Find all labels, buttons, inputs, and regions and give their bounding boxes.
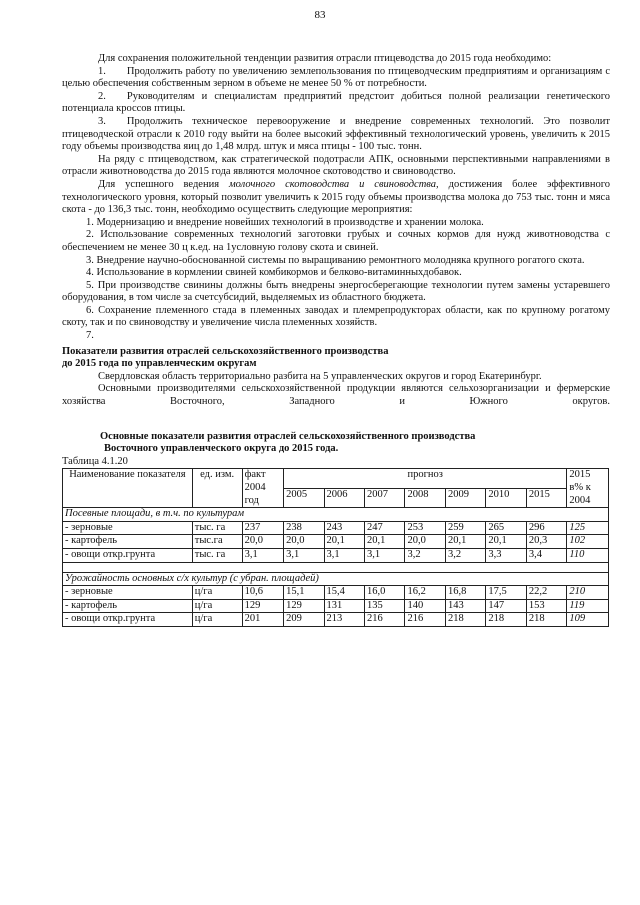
text-span: достижения более эффективного технологического уровня, который позволит увеличить к 2015 году объемы производства молока до 753 тыс. тонн и мяса скота - до 136,3 тыс. тонн, необходимо осуществить следующие мероприятия: — [62, 178, 610, 216]
list-item: 2. Использование современных технологий заготовки грубых и сочных кормов для нужд животноводства с обеспечением не менее 30 ц к.ед. на 1условную голову скота и свиней. — [62, 229, 610, 253]
header-year: 2015 — [526, 488, 566, 507]
value-cell: 131 — [324, 599, 364, 613]
value-cell: 237 — [242, 521, 284, 535]
value-cell: 243 — [324, 521, 364, 535]
header-year: 2005 — [284, 488, 324, 507]
value-cell: 22,2 — [526, 586, 566, 600]
value-cell: 3,2 — [445, 548, 485, 562]
table-row — [63, 535, 609, 549]
paragraph: Для сохранения положительной тенденции развития отрасли птицеводства до 2015 года необходимо: — [98, 53, 552, 64]
value-cell: 216 — [405, 613, 445, 627]
value-cell: 20,0 — [284, 535, 324, 549]
value-cell: 3,2 — [405, 548, 445, 562]
value-cell: 129 — [242, 599, 284, 613]
row-label: - картофель — [63, 599, 193, 613]
table-header-row — [63, 469, 609, 488]
value-cell: 210 — [567, 586, 609, 600]
value-cell: 10,6 — [242, 586, 284, 600]
value-cell: 218 — [445, 613, 485, 627]
value-cell: 16,8 — [445, 586, 485, 600]
value-cell: 296 — [526, 521, 566, 535]
value-cell: 218 — [486, 613, 526, 627]
paragraph: 2. Руководителям и специалистам предприятий предстоит добиться полной реализации генетического потенциала кроссов птицы. — [62, 90, 610, 115]
list-item: 6. Сохранение племенного стада в племенных заводах и племрепродукторах области, как по крупному рогатому скоту, так и по свиноводству и увеличение числа племенных хозяйств. — [62, 304, 610, 329]
table-row — [63, 521, 609, 535]
list-item: 5. При производстве свинины должны быть внедрены энергосберегающие технологии путем замены устаревшего оборудования, в том числе за счетсубсидий, выделяемых из областного бюджета. — [62, 279, 610, 304]
header-year: 2009 — [445, 488, 485, 507]
value-cell: 135 — [365, 599, 405, 613]
table-spacer-row — [63, 562, 609, 572]
value-cell: 259 — [445, 521, 485, 535]
header-year: 2010 — [486, 488, 526, 507]
value-cell: 109 — [567, 613, 609, 627]
unit-cell: ц/га — [192, 586, 242, 600]
value-cell: 110 — [567, 548, 609, 562]
value-cell: 16,2 — [405, 586, 445, 600]
value-cell: 20,1 — [365, 535, 405, 549]
paragraph: 3. Продолжить техническое перевооружение и внедрение современных технологий. Это позволит птицеводческой отрасли к 2010 году выйти на более высокий эффективный технологический уровень, увеличить к 2015 году объемы производства яиц до 1,48 млрд. штук и мяса птицы - 100 тыс. тонн. — [62, 115, 610, 153]
section-heading: до 2015 года по управленческим округам — [62, 358, 257, 370]
unit-cell: тыс. га — [192, 548, 242, 562]
paragraph: Свердловская область территориально разбита на 5 управленческих округов и город Екатеринбург. — [98, 370, 542, 382]
table-section-row — [63, 508, 609, 522]
list-item: 3. Внедрение научно-обоснованной системы по выращиванию ремонтного молодняка крупного рогатого скота. — [86, 254, 585, 266]
list-item: 1. Модернизацию и внедрение новейших технологий в производстве и хранении молока. — [86, 216, 484, 228]
value-cell: 102 — [567, 535, 609, 549]
value-cell: 238 — [284, 521, 324, 535]
paragraph: На ряду с птицеводством, как стратегической подотрасли АПК, основными перспективными направлениями в отрасли животноводства до 2015 года являются молочное скотоводство и свиноводство. — [62, 153, 610, 178]
value-cell: 143 — [445, 599, 485, 613]
unit-cell: тыс. га — [192, 521, 242, 535]
value-cell: 3,1 — [284, 548, 324, 562]
value-cell: 20,0 — [405, 535, 445, 549]
header-year: 2006 — [324, 488, 364, 507]
value-cell: 3,4 — [526, 548, 566, 562]
value-cell: 20,1 — [445, 535, 485, 549]
value-cell: 3,1 — [242, 548, 284, 562]
page-number: 83 — [314, 9, 326, 21]
table-row — [63, 548, 609, 562]
value-cell: 129 — [284, 599, 324, 613]
section-label: Посевные площади, в т.ч. по культурам — [63, 508, 609, 522]
value-cell: 20,0 — [242, 535, 284, 549]
value-cell: 265 — [486, 521, 526, 535]
header-name: Наименование показателя — [63, 469, 193, 508]
data-table — [62, 468, 609, 627]
value-cell: 3,3 — [486, 548, 526, 562]
table-row — [63, 586, 609, 600]
value-cell: 20,3 — [526, 535, 566, 549]
text-span: Для успешного ведения — [98, 178, 229, 190]
paragraph: 1. Продолжить работу по увеличению землепользования по птицеводческим предприятиям и организациям с целью обеспечения собственным зерном в объеме не менее 50 % от потребности. — [62, 65, 610, 90]
value-cell: 17,5 — [486, 586, 526, 600]
row-label: - картофель — [63, 535, 193, 549]
table-caption: Таблица 4.1.20 — [62, 455, 128, 467]
value-cell: 153 — [526, 599, 566, 613]
value-cell: 20,1 — [486, 535, 526, 549]
paragraph: Основными производителями сельскохозяйственной продукции являются сельхозорганизации и фермерские хозяйства Восточного, Западного и Южного округов. — [62, 383, 610, 408]
table-heading: Основные показатели развития отраслей сельскохозяйственного производства — [100, 430, 476, 442]
header-ratio: 2015 в% к 2004 — [567, 469, 609, 508]
value-cell: 216 — [365, 613, 405, 627]
value-cell: 20,1 — [324, 535, 364, 549]
row-label: - овощи откр.грунта — [63, 548, 193, 562]
paragraph — [62, 179, 610, 217]
header-year: 2008 — [405, 488, 445, 507]
section-label: Урожайность основных с/х культур (с убран. площадей) — [63, 572, 609, 586]
value-cell: 140 — [405, 599, 445, 613]
value-cell: 16,0 — [365, 586, 405, 600]
table-row — [63, 613, 609, 627]
header-forecast: прогноз — [284, 469, 567, 488]
header-fact: факт 2004 год — [242, 469, 284, 508]
value-cell: 119 — [567, 599, 609, 613]
unit-cell: ц/га — [192, 613, 242, 627]
value-cell: 15,4 — [324, 586, 364, 600]
value-cell: 3,1 — [365, 548, 405, 562]
value-cell: 201 — [242, 613, 284, 627]
section-heading: Показатели развития отраслей сельскохозяйственного производства — [62, 345, 389, 357]
value-cell: 253 — [405, 521, 445, 535]
table-section-row — [63, 572, 609, 586]
spacer-cell — [63, 562, 609, 572]
row-label: - зерновые — [63, 586, 193, 600]
unit-cell: тыс.га — [192, 535, 242, 549]
header-unit: ед. изм. — [192, 469, 242, 508]
unit-cell: ц/га — [192, 599, 242, 613]
value-cell: 209 — [284, 613, 324, 627]
row-label: - овощи откр.грунта — [63, 613, 193, 627]
table-row — [63, 599, 609, 613]
value-cell: 125 — [567, 521, 609, 535]
table-heading: Восточного управленческого округа до 2015 года. — [104, 443, 339, 455]
header-year: 2007 — [365, 488, 405, 507]
value-cell: 218 — [526, 613, 566, 627]
value-cell: 213 — [324, 613, 364, 627]
emphasis-span: молочного скотоводства и свиноводства, — [228, 178, 439, 190]
value-cell: 247 — [365, 521, 405, 535]
value-cell: 15,1 — [284, 586, 324, 600]
list-item: 7. — [86, 330, 94, 342]
row-label: - зерновые — [63, 521, 193, 535]
page-content — [62, 53, 610, 627]
value-cell: 147 — [486, 599, 526, 613]
value-cell: 3,1 — [324, 548, 364, 562]
list-item: 4. Использование в кормлении свиней комбикормов и белково-витаминныхдобавок. — [86, 267, 462, 279]
